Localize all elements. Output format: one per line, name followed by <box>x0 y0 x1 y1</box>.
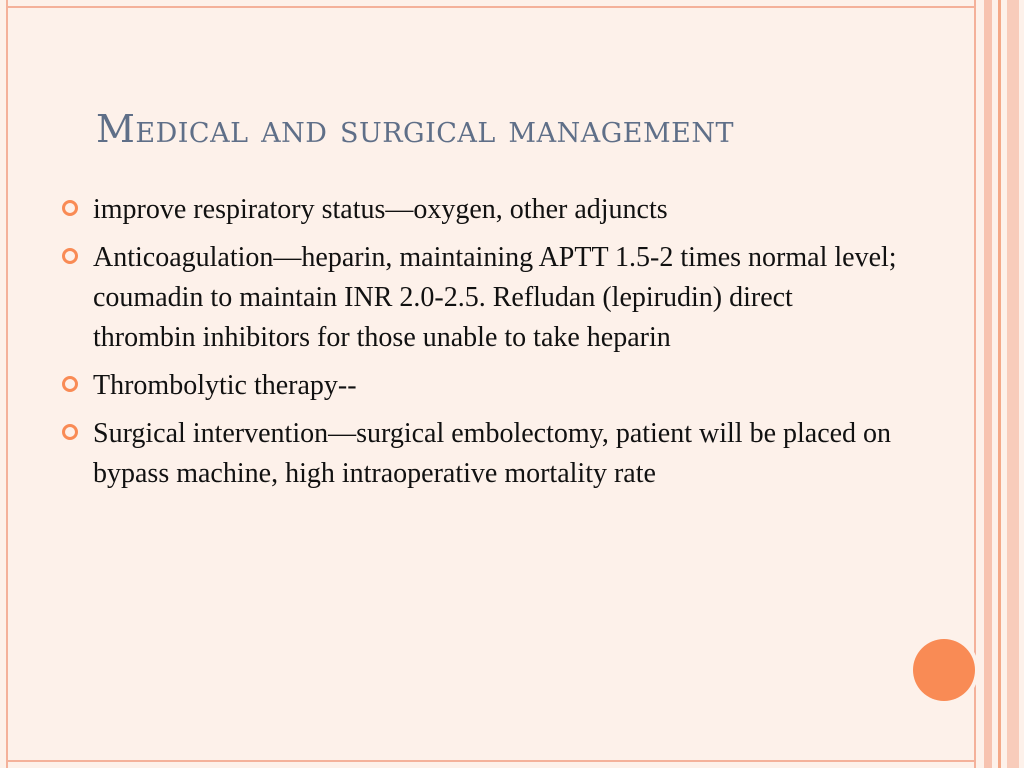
decorative-stripe <box>984 0 992 768</box>
bullet-item-anticoagulation <box>58 238 898 358</box>
bullet-item-respiratory <box>58 190 898 230</box>
bullet-item-thrombolytic <box>58 366 898 406</box>
bullet-text: Anticoagulation—heparin, maintaining APTT 1.5-2 times normal level; coumadin to maintain INR 2.0-2.5. Refludan (lepirudin) direct thrombin inhibitors for those unable to take heparin <box>93 242 897 353</box>
bullet-list <box>58 190 898 502</box>
right-decorative-stripes <box>974 0 1024 768</box>
orange-ring-bullet-icon <box>62 376 78 392</box>
orange-ring-bullet-icon <box>62 200 78 216</box>
bullet-item-surgical <box>58 414 898 494</box>
bullet-text: Thrombolytic therapy-- <box>93 370 357 401</box>
orange-ring-bullet-icon <box>62 248 78 264</box>
decorative-stripe <box>1007 0 1019 768</box>
slide-title: Medical and surgical management <box>96 107 734 151</box>
decorative-stripe <box>974 0 976 768</box>
top-frame-line <box>6 6 974 8</box>
orange-circle-icon <box>913 639 975 701</box>
left-frame-line <box>6 0 8 768</box>
bullet-text: improve respiratory status—oxygen, other adjuncts <box>93 194 668 225</box>
orange-ring-bullet-icon <box>62 424 78 440</box>
bullet-text: Surgical intervention—surgical embolectomy, patient will be placed on bypass machine, high intraoperative mortality rate <box>93 418 892 489</box>
decorative-stripe <box>998 0 1001 768</box>
bottom-frame-line <box>6 760 974 762</box>
